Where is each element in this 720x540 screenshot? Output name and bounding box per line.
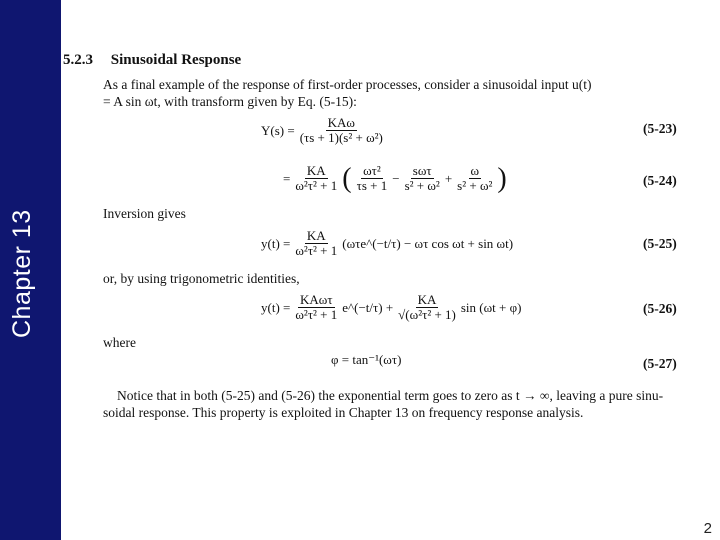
eq26-number: (5-26) [643, 301, 677, 316]
page-content [61, 0, 720, 540]
eq24-factor-den: ω²τ² + 1 [295, 178, 338, 193]
eq24-term1-den: τs + 1 [356, 178, 388, 193]
inversion-text: Inversion gives [103, 206, 186, 221]
equation-5-26 [261, 293, 521, 322]
eq24-open-paren: ( [342, 162, 352, 194]
eq25-den: ω²τ² + 1 [295, 243, 338, 258]
equation-5-27: φ = tan⁻¹(ωτ) [331, 352, 402, 367]
eq24-close-paren: ) [497, 162, 507, 194]
eq24-term3-num: ω [470, 163, 480, 178]
eq23-number: (5-23) [643, 121, 677, 136]
intro-paragraph [103, 76, 592, 110]
section-heading [63, 52, 241, 69]
eq26-den2: √(ω²τ² + 1) [398, 307, 456, 322]
eq23-denominator: (τs + 1)(s² + ω²) [299, 130, 383, 145]
eq26-fraction-1 [293, 293, 339, 322]
eq24-term1-num: ωτ² [363, 163, 381, 178]
eq26-lhs: y(t) = [261, 299, 291, 315]
eq24-term2-num: sωτ [412, 163, 432, 178]
trig-text: or, by using trigonometric identities, [103, 271, 300, 286]
eq23-numerator: KAω [327, 115, 355, 130]
where-text: where [103, 335, 136, 350]
notice-line-2: soidal response. This property is exploited in Chapter 13 on frequency response analysis. [103, 405, 584, 420]
intro-line-2: = A sin ωt, with transform given by Eq. (5-15): [103, 94, 357, 109]
eq24-term3-den: s² + ω² [457, 178, 493, 193]
section-number: 5.2.3 [63, 52, 93, 68]
eq26-num2: KA [417, 292, 437, 307]
equation-5-23 [261, 116, 388, 145]
chapter-sidebar [0, 0, 61, 540]
eq24-term2-den: s² + ω² [404, 178, 440, 193]
eq25-body: (ωτe^(−t/τ) − ωτ cos ωt + sin ωt) [342, 235, 514, 251]
eq24-term3 [455, 164, 494, 193]
eq24-lead: = [283, 170, 291, 186]
eq23-fraction [298, 116, 385, 145]
eq26-den1: ω²τ² + 1 [295, 307, 338, 322]
chapter-label: Chapter 13 [8, 209, 36, 338]
notice-paragraph [103, 387, 663, 421]
eq25-lhs: y(t) = [261, 235, 291, 251]
eq25-fraction [293, 229, 339, 258]
eq27-number: (5-27) [643, 356, 677, 371]
section-title: Sinusoidal Response [110, 52, 242, 68]
equation-5-24 [283, 164, 507, 193]
page-number: 2 [703, 520, 712, 537]
eq24-factor [293, 164, 339, 193]
intro-line-1: As a final example of the response of first-order processes, consider a sinusoidal input u(t) [103, 77, 592, 92]
eq24-term2 [403, 164, 442, 193]
eq26-exp: e^(−t/τ) + [342, 299, 394, 315]
eq23-lhs: Y(s) = [261, 122, 295, 138]
eq25-number: (5-25) [643, 236, 677, 251]
eq26-tail: sin (ωt + φ) [460, 299, 522, 315]
eq24-term1 [355, 164, 390, 193]
eq24-plus: + [444, 170, 453, 186]
eq24-minus: − [392, 170, 400, 186]
equation-5-25 [261, 229, 513, 258]
eq26-num1: KAωτ [300, 292, 333, 307]
eq26-fraction-2 [396, 293, 458, 322]
eq25-num: KA [306, 228, 326, 243]
eq24-factor-num: KA [306, 163, 326, 178]
notice-line-1: Notice that in both (5-25) and (5-26) the exponential term goes to zero as t → ∞, leaving a pure sinu- [117, 388, 664, 403]
eq24-number: (5-24) [643, 173, 677, 188]
